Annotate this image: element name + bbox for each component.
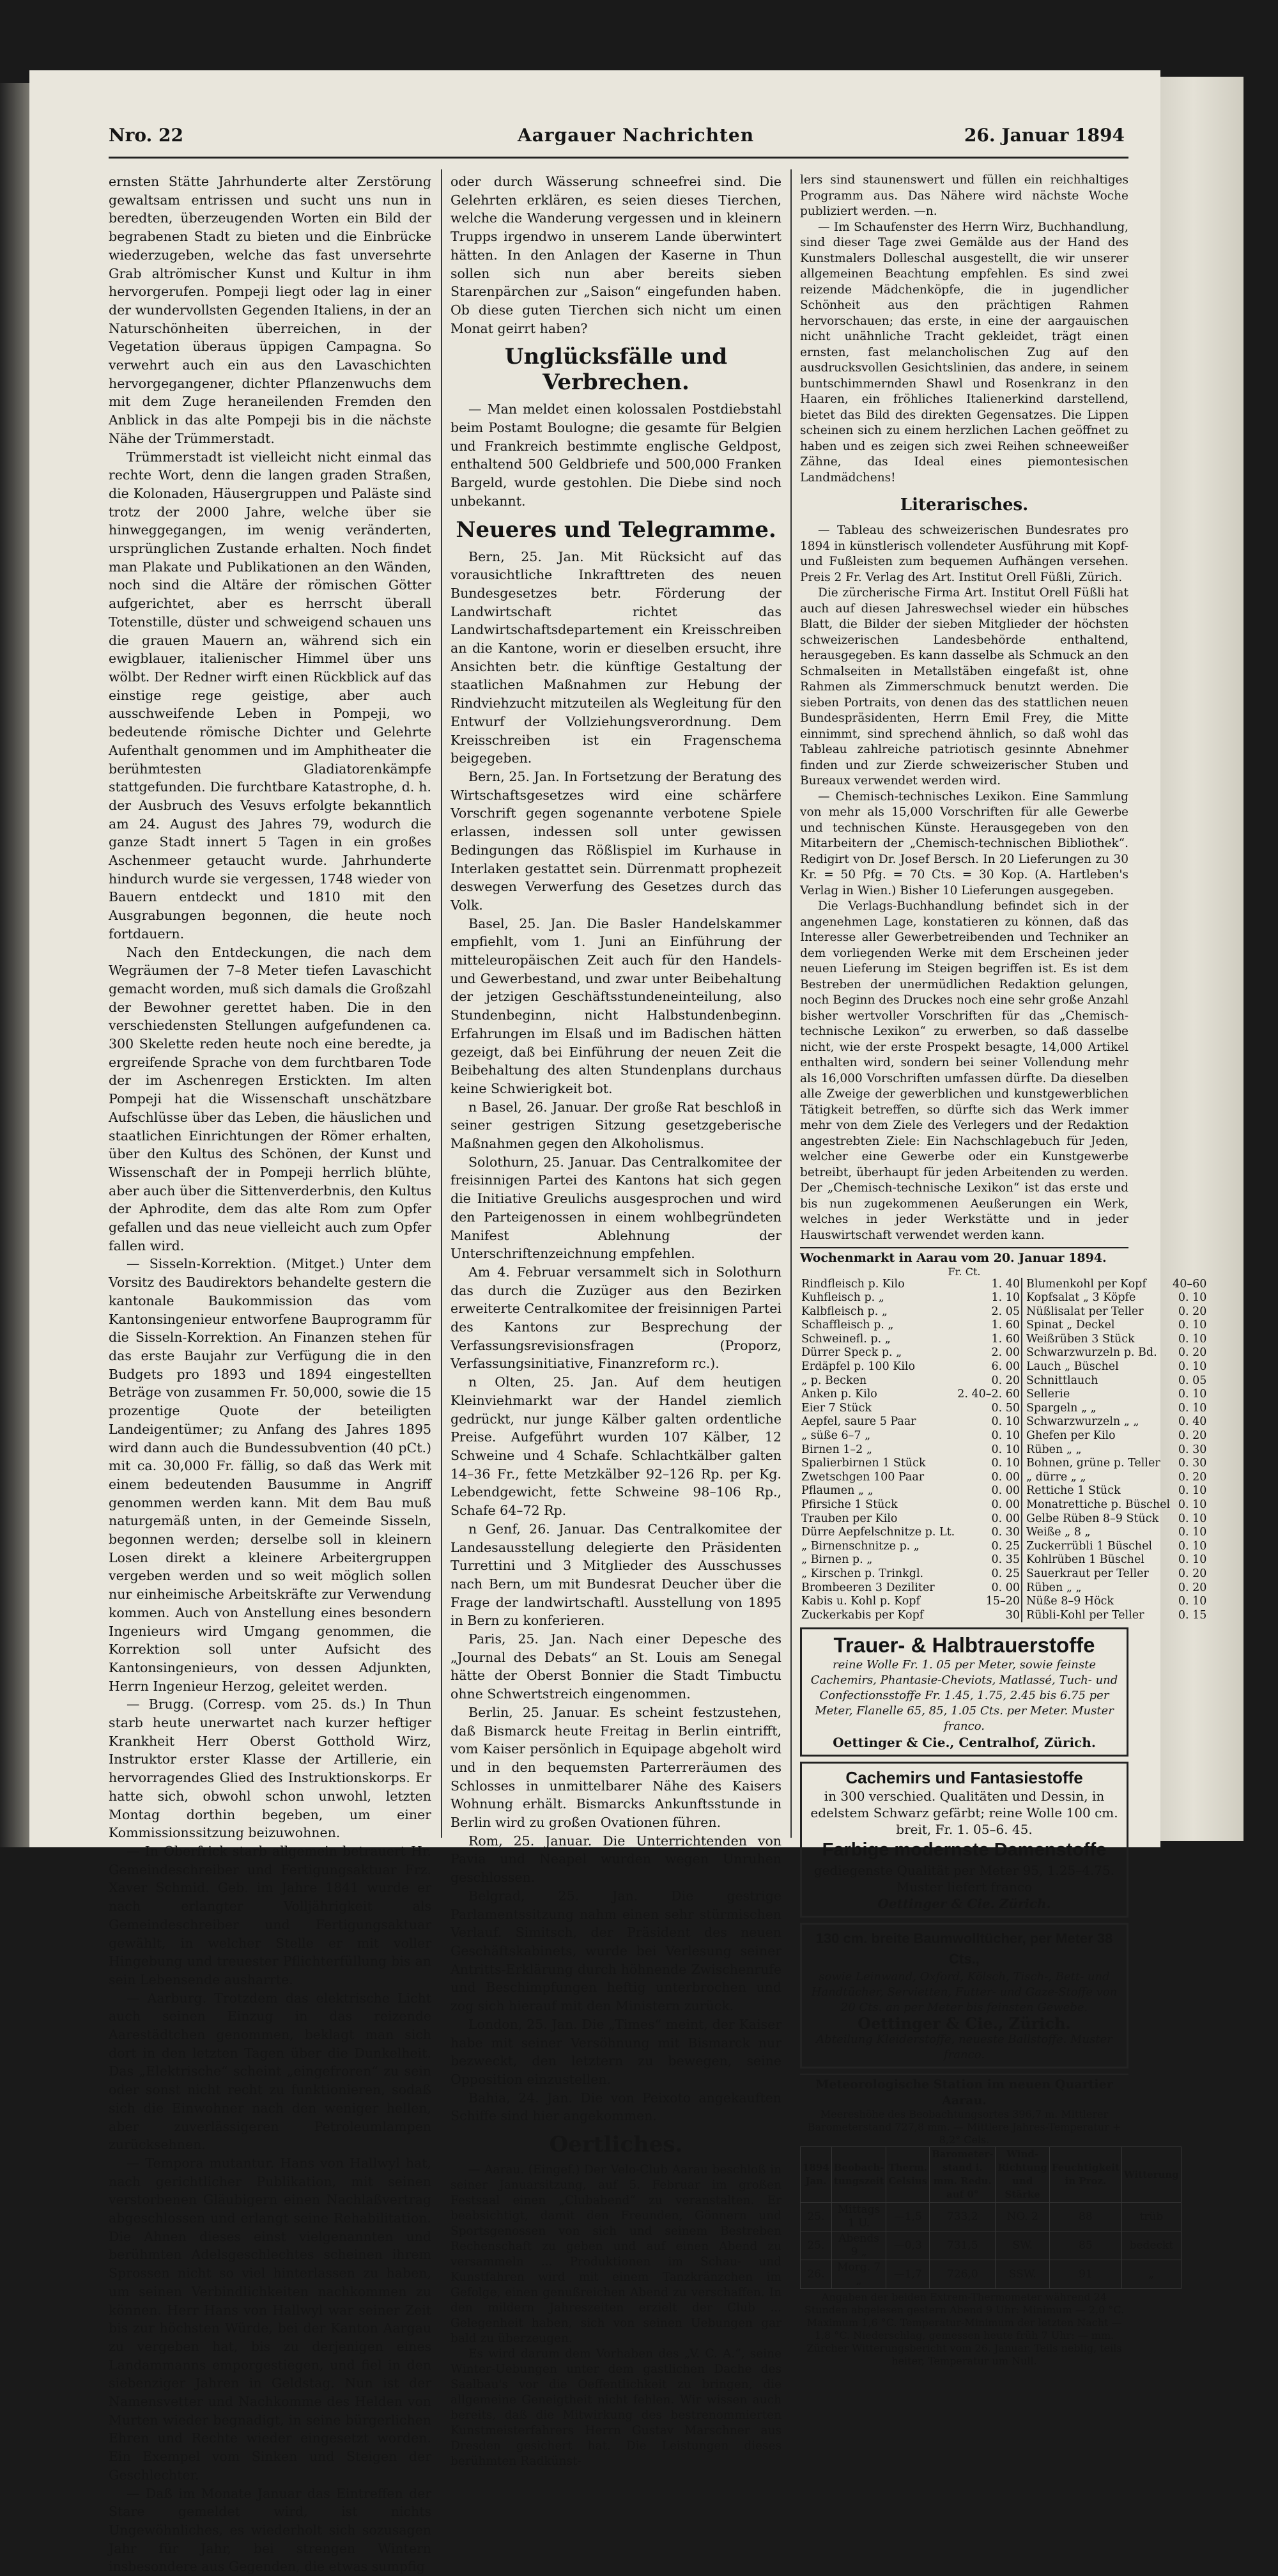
market-price: 0. 50 — [991, 1401, 1020, 1415]
weather-cell: 26. — [801, 2260, 832, 2289]
advertisement-baumwolltuecher — [800, 1923, 1128, 2068]
weather-cell: 91 — [1049, 2260, 1121, 2289]
market-item: Eier 7 Stück — [801, 1401, 872, 1415]
market-price: 0. 10 — [1178, 1484, 1207, 1498]
weather-cell: bedeckt — [1121, 2231, 1181, 2260]
article-paragraph: — Daß im Monate Januar das Eintreffen der Stare gemeldet wird, ist nichts Ungewöhnliches, es wiederholt sich sozusagen Jahr für Jahr, bei strengen Wintern insbesondere aus Gegenden, die etwas sumpfig — [109, 2485, 431, 2575]
weather-column-header: Barometer-stand i. mm. Redu. auf 0° — [930, 2147, 996, 2203]
news-item: Rom, 25. Januar. Die Unterrichtenden von Pavia und Neapel wurden wegen Unruhen geschlossen. — [450, 1833, 781, 1886]
market-price: 0. 10 — [1178, 1388, 1207, 1401]
market-price: 0. 20 — [991, 1374, 1020, 1387]
weather-cell: „ — [1121, 2260, 1181, 2289]
weather-footnote: Angaben der beiden Extrem-Thermometer während 24 Stunden abgelesen gestern Abend 9 Uhr: Minimum — 2,0 °C. Maximum 1,6 °C. Temperatur-Minimum der letzten Nacht — 1,8 °C. Niederschlag, gemessen heute früh 7 Uhr: — mm. Zürcher Witterungsbericht vom 26. Januar. Teils neblig, teils heiter, Temperatur um Null. — [804, 2291, 1125, 2368]
market-item: Sellerie — [1022, 1388, 1171, 1402]
market-item: Brombeeren 3 Deziliter — [801, 1581, 935, 1594]
market-item: Rindfleisch p. Kilo — [801, 1277, 905, 1291]
news-item: Basel, 25. Jan. Die Basler Handelskammer empfiehlt, vom 1. Juni an Einführung der mitteleuropäischen Zeit auch für den Handels- und Gewerbestand, und zwar unter Beibehaltung der jetzigen Geschäftsstundeneinteilung, also Stundenbeginn, nicht Halbstundenbeginn. Erfahrungen im Elsaß und im Badischen hätten gezeigt, daß bei Einführung der neuen Zeit die Beibehaltung des alten Stundenplans durchaus keine Schwierigkeit bot. — [450, 915, 781, 1096]
market-item: Rüben „ „ — [1022, 1443, 1171, 1457]
article-paragraph: — Im Schaufenster des Herrn Wirz, Buchhandlung, sind dieser Tage zwei Gemälde aus der Hand des Kunstmalers Dolleschal ausgestellt, die wir unserer allgemeinen Beachtung empfehlen. Es sind zwei reizende Mädchenköpfe, die in jugendlicher Schönheit aus den prächtigen Rahmen hervorschauen; das erste, in eine der aargauischen nicht unähnliche Tracht gekleidet, trägt einen ernsten, fast melancholischen Zug auf den ausdrucksvollen Gesichtslinien, das andere, in seinem buntschimmernden Shawl und Rosenkranz in den Haaren, ein fröhliches Italienerkind darstellend, bietet das Bild des direkten Gegensatzes. Die Lippen scheinen sich zu einem herzlichen Lachen geöffnet zu haben und es zeigen sich zwei Reihen schneeweißer Zähne, das Ideal eines piemontesischen Landmädchens! — [800, 220, 1128, 485]
weather-row — [801, 2231, 1182, 2260]
market-item: „ Birnen p. „ — [801, 1553, 873, 1567]
market-item: Aepfel, saure 5 Paar — [801, 1415, 916, 1429]
weather-cell: 85 — [1049, 2231, 1121, 2260]
advertisement-cachemirs — [800, 1762, 1128, 1918]
market-item: Spalierbirnen 1 Stück — [801, 1457, 926, 1470]
section-heading-accidents: Unglücksfälle und Verbrechen. — [504, 344, 728, 396]
issue-date: 26. Januar 1894 — [964, 125, 1125, 146]
ad-firm: Oettinger & Cie. Zürich. — [877, 1896, 1051, 1912]
market-row — [800, 1567, 1208, 1581]
market-row — [800, 1457, 1208, 1471]
market-row — [800, 1540, 1208, 1554]
market-price: 0. 10 — [991, 1443, 1020, 1456]
weather-cell: SW. — [996, 2231, 1049, 2260]
market-price: 0. 20 — [1178, 1567, 1207, 1580]
market-row — [800, 1471, 1208, 1485]
ad-headline: Trauer- & Halbtrauerstoffe — [833, 1633, 1095, 1657]
market-row — [800, 1581, 1208, 1595]
market-item: Schwarzwurzeln p. Bd. — [1022, 1346, 1171, 1360]
market-item: Trauben per Kilo — [801, 1512, 898, 1525]
article-paragraph: lers sind staunenswert und füllen ein reichhaltiges Programm aus. Das Nähere wird nächste Woche publiziert werden. —n. — [800, 173, 1128, 218]
weather-column-header: Beobach-tungszeit — [831, 2147, 886, 2203]
section-heading-local: Oertliches. — [549, 2132, 683, 2158]
market-item: Schwarzwurzeln „ „ — [1022, 1415, 1171, 1429]
article-paragraph: ernsten Stätte Jahrhunderte alter Zerstörung gewaltsam entrissen und sucht uns nun in beredten, überzeugenden Worten ein Bild der begrabenen Stadt zu bieten und die Einbrücke wiederzugeben, welche das fast unversehrte Grab altrömischer Kunst und Kultur in ihm hervorgerufen. Pompeji liegt oder lag in einer der wundervollsten Gegenden Italiens, in der an Naturschönheiten überreichen, in der Vegetation überaus üppigen Campagna. So verwehrt auch ein aus den Lavaschichten hervorgegangener, dichter Pflanzenwuchs dem mit dem Zuge heraneilenden Fremden den Anblick in das alte Pompeji bis in die nächste Nähe der Trümmerstadt. — [109, 174, 431, 446]
market-price: 0. 20 — [1178, 1346, 1207, 1360]
market-price: 0. 30 — [1178, 1443, 1207, 1456]
market-item: Spinat „ Deckel — [1022, 1319, 1171, 1333]
weather-cell: —0,3 — [886, 2231, 930, 2260]
market-row — [800, 1374, 1208, 1388]
market-price: 0. 10 — [1178, 1319, 1207, 1332]
market-price: 0. 10 — [1178, 1553, 1207, 1567]
column-3 — [800, 173, 1207, 2368]
news-item: Bern, 25. Jan. In Fortsetzung der Beratung des Wirtschaftsgesetzes wird eine schärfere Vorschrift gegen sogenannte verbotene Spiele erlassen, indessen soll unter gewissen Bedingungen das Rößlispiel im Kurhause in Interlaken gestattet sein. Dürrenmatt prophezeit deswegen Verwerfung des Gesetzes durch das Volk. — [450, 768, 781, 913]
weather-column-header: Feuchtigkeit in Proz. — [1049, 2147, 1121, 2203]
market-price: 1. 40 — [991, 1277, 1020, 1291]
market-item: „ Kirschen p. Trinkgl. — [801, 1567, 924, 1580]
market-row — [800, 1484, 1208, 1498]
weather-cell: 726,0 — [930, 2260, 996, 2289]
column-divider-1 — [441, 169, 442, 1838]
weather-cell: 731,5 — [930, 2231, 996, 2260]
market-item: Kohlrüben 1 Büschel — [1022, 1553, 1171, 1567]
market-item: Nüße 8–9 Höck — [1022, 1595, 1171, 1609]
news-item: Paris, 25. Jan. Nach einer Depesche des „Journal des Debats“ an St. Louis am Senegal hätte der Oberst Bonnier die Stadt Timbuctu ohne Schwertstreich eingenommen. — [450, 1631, 781, 1702]
weather-cell: Abends 9 „ — [831, 2231, 886, 2260]
market-row — [800, 1526, 1208, 1540]
market-price-table — [800, 1278, 1208, 1623]
market-item: Rüben „ „ — [1022, 1581, 1171, 1595]
weather-cell: 25. — [801, 2203, 832, 2231]
article-paragraph: — Man meldet einen kolossalen Postdiebstahl beim Postamt Boulogne; die gesamte für Belgien und Frankreich bestimmte englische Geldpost, enthaltend 500 Geldbriefe und 500,000 Franken Bargeld, wurde gestohlen. Die Diebe sind noch unbekannt. — [450, 401, 781, 509]
news-item: Am 4. Februar versammelt sich in Solothurn das durch die Zuzüger aus den Bezirken erweiterte Centralkomitee der freisinnigen Partei des Kantons zur Besprechung der Verfassungsrevisionsfragen (Proporz, Verfassungsinitiative, Finanzreform rc.). — [450, 1264, 781, 1372]
market-item: Sauerkraut per Teller — [1022, 1567, 1171, 1581]
market-price: 0. 10 — [1178, 1332, 1207, 1346]
market-title: Wochenmarkt in Aarau vom 20. Januar 1894. — [800, 1247, 1128, 1266]
market-price: 1. 60 — [991, 1319, 1020, 1332]
market-price: 15–20 — [985, 1595, 1020, 1608]
market-price: 2. 00 — [991, 1346, 1020, 1360]
market-row — [800, 1360, 1208, 1374]
market-price: 2. 05 — [991, 1305, 1020, 1318]
masthead-rule — [109, 157, 1128, 159]
weather-column-header: 1894 Jan. — [801, 2147, 832, 2203]
market-price: 0. 05 — [1178, 1374, 1207, 1387]
ad-firm: Oettinger & Cie., Zürich. — [858, 2014, 1071, 2033]
weather-cell: trüb — [1121, 2203, 1181, 2231]
market-row — [800, 1346, 1208, 1360]
market-price: 0. 20 — [1178, 1470, 1207, 1484]
market-item: Weißrüben 3 Stück — [1022, 1333, 1171, 1347]
market-item: „ p. Becken — [801, 1374, 867, 1387]
market-row — [800, 1333, 1208, 1347]
market-item: Weiße „ 8 „ — [1022, 1526, 1171, 1540]
market-price: 0. 00 — [991, 1581, 1020, 1594]
market-item: Dürrer Speck p. „ — [801, 1346, 902, 1360]
market-row — [800, 1512, 1208, 1526]
weather-column-header: Witterung — [1121, 2147, 1181, 2203]
market-price: 0. 20 — [1178, 1305, 1207, 1318]
ad-footer: Abteilung Kleiderstoffe, neueste Ballstoffe. Muster franco. — [816, 2033, 1112, 2062]
weather-cell: NO. 2 — [996, 2203, 1049, 2231]
market-row — [800, 1609, 1208, 1623]
weather-cell: Morg. 7 „ — [831, 2260, 886, 2289]
market-item: Kopfsalat „ 3 Köpfe — [1022, 1291, 1171, 1305]
market-item: „ Birnenschnitze p. „ — [801, 1539, 920, 1553]
market-item: Spargeln „ „ — [1022, 1402, 1171, 1416]
market-price: 0. 00 — [991, 1470, 1020, 1484]
article-paragraph: Die zürcherische Firma Art. Institut Orell Füßli hat auch auf diesen Jahreswechsel wieder ein hübsches Blatt, die Bilder der sieben Mitglieder der höchsten schweizerischen Landesbehörde enthaltend, herausgegeben. Es kann dasselbe als Schmuck an den Schmalseiten in Metallstäben eingefaßt ist, ohne Rahmen als Zimmerschmuck benutzt werden. Die sieben Portraits, von denen das des stattlichen neuen Bundespräsidenten, Herrn Emil Frey, die Mitte einnimmt, sind sprechend ähnlich, so daß wohl das Tableau zahlreiche patriotisch gesinnte Abnehmer finden und zur Zierde schweizerischer Stuben und Bureaux verwendet werden wird. — [800, 586, 1128, 788]
news-item: Bern, 25. Jan. Mit Rücksicht auf das vorausichtliche Inkrafttreten des neuen Bundesgesetzes betr. Förderung der Landwirtschaft richtet das Landwirtschaftsdepartement ein Kreisschreiben an die Kantone, worin er dieselben ersucht, ihre Ansichten betr. die künftige Gestaltung der staatlichen Maßnahmen zur Hebung der Rindviehzucht mitzuteilen als Wegleitung für den Entwurf der Vollziehungsverordnung. Dem Kreisschreiben ist ein Fragenschema beigegeben. — [450, 548, 781, 766]
market-row — [800, 1429, 1208, 1443]
market-price: 6. 00 — [991, 1360, 1020, 1374]
market-price: 0. 20 — [1178, 1429, 1207, 1443]
market-item: Erdäpfel p. 100 Kilo — [801, 1360, 916, 1374]
local-item: Es wird darum dem Vorhaben des „V. C. A.“, seine Winter-Uebungen unter dem gastlichen Dache des Saalbau's vor die Oeffentlichkeit zu bringen, die allgemeine Geneigtheit nicht fehlen. Wir wissen auch bereits, daß die Mitwirkung des bestrenommierten Kunstmeisterfahrers Herrn Gustav Marschner aus Dresden gesichert hat. Die Leistungen dieses berühmten Radkünst- — [450, 2347, 781, 2469]
market-row — [800, 1443, 1208, 1457]
news-item: n Olten, 25. Jan. Auf dem heutigen Kleinviehmarkt war der Handel ziemlich gedrückt, nur junge Kälber galten ordentliche Preise. Aufgeführt wurden 107 Kälber, 12 Schweine und 4 Schafe. Schlachtkälber galten 14–36 Fr., fette Metzkälber 92–126 Rp. per Kg. Lebendgewicht, fette Schweine 98–106 Rp., Schafe 64–72 Rp. — [450, 1374, 781, 1519]
market-price: 40–60 — [1173, 1277, 1207, 1291]
market-price: 0. 10 — [991, 1429, 1020, 1443]
market-item: Kalbfleisch p. „ — [801, 1305, 888, 1318]
weather-column-header: Wind-Richtung und Stärke — [996, 2147, 1049, 2203]
weather-row — [801, 2203, 1182, 2231]
market-item: Kabis u. Kohl p. Kopf — [801, 1595, 920, 1608]
market-item: Schweinefl. p. „ — [801, 1332, 891, 1346]
market-item: Schnittlauch — [1022, 1374, 1171, 1388]
article-paragraph: oder durch Wässerung schneefrei sind. Die Gelehrten erklären, es seien dieses Tierchen, welche die Wanderung vergessen und in kleinern Trupps irgendwo in unserem Lande überwintert hätten. In den Anlagen der Kaserne in Thun sollen sich nun aber bereits sieben Starenpärchen zur „Saison“ eingefunden haben. Ob diese guten Tierchen sich nicht um einen Monat geirrt haben? — [450, 174, 781, 336]
market-price: 0. 10 — [991, 1415, 1020, 1429]
article-paragraph: — In Oberfrick starb allgemein betrauert Hr. Gemeindeschreiber und Fertigungsaktuar Frz. Xaver Schmid. Geb. im Jahre 1841 wurde er nach erlangter Volljährigkeit als Gemeindeschreiber und Fertigungsaktuar gewählt, in welcher Stelle er mit voller Hingebung und treuester Pflichterfüllung bis an sein Lebensende ausharrte. — [109, 1843, 431, 1987]
market-item: Rettiche 1 Stück — [1022, 1484, 1171, 1498]
advertisement-trauerstoffe — [800, 1627, 1128, 1757]
market-price: 0. 10 — [1178, 1360, 1207, 1374]
weather-column-header: Therm. Celsius — [886, 2147, 930, 2203]
column-2 — [450, 173, 781, 2469]
market-price: 1. 10 — [991, 1291, 1020, 1305]
news-item: n Basel, 26. Januar. Der große Rat beschloß in seiner gestrigen Sitzung gesetzgeberische Maßnahmen gegen den Alkoholismus. — [450, 1099, 781, 1152]
market-row — [800, 1278, 1208, 1292]
market-price: 0. 10 — [991, 1457, 1020, 1470]
newspaper-title: Aargauer Nachrichten — [518, 125, 755, 146]
news-item: Bahia, 24. Jan. Die von Peixoto angekauften Schiffe sind hier angekommen. — [450, 2090, 781, 2124]
market-price: 0. 30 — [991, 1526, 1020, 1539]
market-row — [800, 1415, 1208, 1429]
market-price: 0. 40 — [1178, 1415, 1207, 1429]
market-item: „ süße 6–7 „ — [801, 1429, 871, 1443]
news-item: Belgrad, 25. Jan. Die gestrige Parlamentssitzung nahm einen sehr stürmischen Verlauf. Simitsch, der Präsident des neuen Geschäftskabinets, wurde bei Verlesung seiner Antritts-Erklärung durch höhnende Zwischenrufe und Beschimpfungen heftig unterbrochen und zog sich hierauf mit den Ministern zurück. — [450, 1888, 781, 2014]
market-item: Pflaumen „ „ — [801, 1484, 874, 1498]
market-currency-header: Fr. Ct. — [948, 1265, 981, 1278]
adjacent-page-edge — [0, 83, 29, 1847]
market-price: 0. 25 — [991, 1539, 1020, 1553]
market-item: Zwetschgen 100 Paar — [801, 1470, 925, 1484]
weather-cell: —1,7 — [886, 2260, 930, 2289]
section-heading-literature: Literarisches. — [900, 495, 1029, 515]
weather-cell: —1,5 — [886, 2203, 930, 2231]
ad-text: sowie Leinwand, Oxford, Kölsch, Tisch-, Bett- und Handtücher, Servietten, Futter- und Gaze-Stoffe von 20 Cts. an per Meter bis feinsten Gewebe. — [811, 1970, 1118, 2015]
market-price: 0. 10 — [1178, 1512, 1207, 1525]
market-price: 0. 10 — [1178, 1539, 1207, 1553]
market-price: 30 — [1005, 1608, 1020, 1622]
masthead — [109, 125, 1131, 150]
market-price: 0. 25 — [991, 1567, 1020, 1580]
market-item: Blumenkohl per Kopf — [1022, 1278, 1171, 1292]
market-item: Kuhfleisch p. „ — [801, 1291, 884, 1305]
market-price: 0. 00 — [991, 1498, 1020, 1511]
market-item: Schaffleisch p. „ — [801, 1319, 894, 1332]
market-row — [800, 1498, 1208, 1512]
market-price: 0. 10 — [1178, 1498, 1207, 1511]
market-price: 0. 15 — [1178, 1608, 1207, 1622]
local-item: — Aarau. (Eingef.) Der Velo-Club Aarau beschloß in seiner Januarsitzung, auf 5. Februar im großen Festsaal einen „Clubabend“ zu veranstalten. Er beabsichtigt, damit den Freunden, Gönnern und Sportsgenossen von sich und seinem Bestreben Rechenschaft zu geben und auf einen Abend zu versammeln ... Produktionen im Schau- und Kunstfahren wird mit einem Tanzkränzchen im Gefolge, einen genußreichen Abend zu verschaffen. In den mildern Jahreszeiten erzielt der Club ... Gelegenheit haben, sich von seinen Uebungen gar bald zu überzeugen. — [450, 2163, 781, 2346]
market-price: 2. 40–2. 60 — [957, 1388, 1020, 1401]
ad-text: reine Wolle Fr. 1. 05 per Meter, sowie feinste Cachemirs, Phantasie-Cheviots, Matlassé, Tuch- und Confectionsstoffe Fr. 1.45, 1.75, 2.45 bis 6.75 per Meter, Flanelle 65, 85, 1.05 Cts. per Meter. Muster franco. — [810, 1658, 1118, 1734]
market-item: Lauch „ Büschel — [1022, 1360, 1171, 1374]
market-price: 0. 00 — [991, 1512, 1020, 1525]
market-row — [800, 1553, 1208, 1567]
market-price: 0. 30 — [1178, 1457, 1207, 1470]
market-item: Zuckerrübli 1 Büschel — [1022, 1540, 1171, 1554]
news-item: n Genf, 26. Januar. Das Centralkomitee der Landesausstellung delegierte den Präsidenten Turrettini und 3 Mitglieder des Ausschusses nach Bern, um mit Bundesrat Deucher über die Frage der landwirtschaftl. Ausstellung von 1895 in Bern zu konferieren. — [450, 1521, 781, 1629]
weather-row — [801, 2260, 1182, 2289]
news-item: Solothurn, 25. Januar. Das Centralkomitee der freisinnigen Partei des Kantons hat sich gegen die Initiative Greulichs ausgesprochen und wird den Parteigenossen in einem wohlbegründeten Manifest Ablehnung der Unterschriftenzeichnung empfehlen. — [450, 1154, 781, 1262]
market-item: Nüßlisalat per Teller — [1022, 1305, 1171, 1319]
market-row — [800, 1291, 1208, 1305]
article-paragraph: — Aarburg. Trotzdem das elektrische Licht auch seinen Einzug in das reizende Aarestädtchen genommen, beklagt man sich dort in den letzten Tagen über die Dunkelheit. Das „Elektrische“ scheint „eingefroren“ zu sein oder sonst nicht recht zu funktionieren, sodaß sich die Einwohner nach den weniger hellen, aber zuverlässigeren Petroleumlampen zurücksehnen. — [109, 1990, 431, 2153]
article-paragraph: — Tempora mutantur. Hans von Hallwyl hat, nach gerichtlicher Publikation, mit seinen verstorbenen Gläubigern einen Nachlaßvertrag abgeschlossen und erlangt seine Rehabilitation. Die Ahnen dieses einst vielgenannten und berühmten Adelsgeschlechtes scheinen ihrem Sprossen nicht so viel hinterlassen zu haben, um seinen Verbindlichkeiten nachkommen zu können. Herr Hans von Hallwyl war seiner Zeit bis zur höchsten Würde, bei der Kanton Aargau zu vergeben hat, bis zu derjenigen eines Landammanns emporgestiegen, und fiel in den siebenziger Jahren in Geldstag. Nun ist der Namensvetter und Nachkomme des Helden von Murten wieder begnadigt, in seine bürgerlichen Ehren und Rechte wieder eingesetzt worden. Ein Exempel vom Sinken und Steigen der Geschlechter. — [109, 2155, 431, 2483]
column-divider-2 — [790, 169, 792, 1838]
market-price: 0. 10 — [1178, 1401, 1207, 1415]
weather-cell: Mittags 1 U. — [831, 2203, 886, 2231]
market-row — [800, 1402, 1208, 1416]
market-item: Gelbe Rüben 8–9 Stück — [1022, 1512, 1171, 1526]
market-price: 0. 20 — [1178, 1581, 1207, 1594]
article-paragraph: Die Verlags-Buchhandlung befindet sich in der angenehmen Lage, konstatieren zu können, daß das Interesse aller Gewerbetreibenden und Techniker an dem vorliegenden Werke mit dem Erscheinen jeder neuen Lieferung im Steigen begriffen ist. Es ist dem Bestreben der unermüdlichen Redaktion gelungen, noch Beginn des Druckes noch eine sehr große Anzahl bisher wertvoller Vorschriften für das „Chemisch-technische Lexikon“ zu erwerben, so daß dasselbe nicht, wie der erste Prospekt besagte, 14,000 Artikel enthalten wird, sondern bei seiner Vollendung mehr als 16,000 Vorschriften umfassen dürfte. Da dieselben alle Zweige der gewerblichen und kunstgewerblichen Tätigkeit betreffen, so dürfte sich das Werk immer mehr von dem Ziele des Verlegers und der Redaktion angestrebten Ziele: Ein Nachschlagebuch für Jeden, welcher eine Gewerbe oder ein Kunstgewerbe betreibt, überhaupt für jeden Arbeitenden zu werden. Der „Chemisch-technische Lexikon“ ist das erste und bis nun zugekommenen Aeußerungen ein Werk, welches in jeder Werkstätte und in jeder Hauswirtschaft verwendet werden kann. — [800, 899, 1128, 1242]
news-item: London, 25. Jan. Die „Times“ meint, der Kaiser habe mit seiner Versöhnung mit Bismarck nur bezweckt, den letztern zu bewegen, seine Opposition einzustellen. — [450, 2016, 781, 2087]
weather-cell: 88 — [1049, 2203, 1121, 2231]
market-price: 0. 10 — [1178, 1526, 1207, 1539]
ad-text: in 300 verschied. Qualitäten und Dessin, in edelstem Schwarz gefärbt; reine Wolle 100 cm. breit, Fr. 1. 05–6. 45. — [810, 1788, 1118, 1838]
market-row — [800, 1595, 1208, 1609]
article-paragraph: — Sisseln-Korrektion. (Mitget.) Unter dem Vorsitz des Baudirektors behandelte gestern die kantonale Baukommission das vom Kantonsingenieur entworfene Bauprogramm für die Sisseln-Korrektion. An Finanzen stehen für das erste Baujahr zur Verfügung die in den Budgets pro 1893 und 1894 eingestellten Beträge von zusammen Fr. 50,000, sowie die 15 prozentige Quote der beteiligten Landeigentümer; zu Anfang des Jahres 1895 wird dann auch die Bundessubvention (40 pCt.) mit ca. 30,000 Fr. fällig, so daß das Werk mit einem bedeutenden Bausumme in Angriff genommen werden kann. Mit dem Bau muß naturgemäß unten, in der Gemeinde Sisseln, begonnen werden; derselbe soll in kleinern Losen direkt a kleinere Arbeitergruppen vergeben werden und so weit möglich sollen nur einheimische Arbeitskräfte zur Verwendung kommen. Auch von Anstellung eines besondern Ingenieurs wird Umgang genommen, die Korrektion soll unter Aufsicht des Kantonsingenieurs, von dessen Adjunkten, Herrn Ingenieur Herzog, geleitet werden. — [109, 1256, 431, 1694]
weather-cell: SSW. — [996, 2260, 1049, 2289]
article-paragraph: Nach den Entdeckungen, die nach dem Wegräumen der 7–8 Meter tiefen Lavaschicht gemacht worden, muß sich damals die Großzahl der Bewohner gerettet haben. Die in den verschiedensten Stellungen aufgefundenen ca. 300 Skelette reden heute noch eine beredte, ja ergreifende Sprache von dem furchtbaren Tode der im Aschenregen Erstickten. Im alten Pompeji hat die Wissenschaft unschätzbare Aufschlüsse über das Leben, die häuslichen und staatlichen Einrichtungen der Römer erhalten, über den Kultus des Schönen, der Kunst und Wissenschaft der in Pompeji herrlich blühte, aber auch über die Sittenverderbnis, den Kultus der Aphrodite, dem das alte Rom zum Opfer gefallen und das neue vielleicht auch zum Opfer fallen wird. — [109, 944, 431, 1253]
market-row — [800, 1305, 1208, 1319]
market-item: Monatrettiche p. Büschel — [1022, 1498, 1171, 1512]
ad-headline-2: Farbige modernste Damenstoffe — [822, 1840, 1107, 1861]
market-price: 0. 10 — [1178, 1595, 1207, 1608]
article-paragraph: Trümmerstadt ist vielleicht nicht einmal das rechte Wort, denn die langen graden Straßen, die Kolonaden, Häusergruppen und Paläste sind trotz der 2000 Jahre, welche über sie hinweggegangen, im wenig veränderten, ursprünglichen Zustande erhalten. Noch findet man Plakate und Publikationen an den Wänden, noch sind die Altäre der römischen Götter aufgerichtet, aber es herrscht überall Totenstille, düster und schweigend schauen uns die grauen Mauern an, während sich ein ewigblauer, italienischer Himmel über uns wölbt. Der Redner wirft einen Rückblick auf das einstige rege geistige, aber auch ausschweifende Leben in Pompeji, wo bedeutende römische Dichter und Gelehrte Aufenthalt genommen und im Amphitheater die berühmtesten Gladiatorenkämpfe stattgefunden. Die furchtbare Katastrophe, d. h. der Ausbruch des Vesuvs erfolgte bekanntlich am 24. August des Jahres 79, wodurch die ganze Stadt innert 5 Tagen in ein großes Aschenmeer getaucht wurde. Jahrhunderte hindurch wurde sie vergessen, 1748 wieder von Bauern entdeckt und 1810 mit den Ausgrabungen begonnen, die heute noch fortdauern. — [109, 449, 431, 942]
article-paragraph: — Tableau des schweizerischen Bundesrates pro 1894 in künstlerisch vollendeter Ausführung mit Kopf- und Fußleisten zum bequemen Aufhängen versehen. Preis 2 Fr. Verlag des Art. Institut Orell Füßli, Zürich. — [800, 524, 1128, 584]
weather-subtitle: Meereshöhe des Beobachtungsortes 396,7 m. Mittlerer Barometerstand 727,8 mm. — Mittlere Jahres-Temperatur + 8,2° Cels. — [807, 2108, 1121, 2146]
market-price: 0. 35 — [991, 1553, 1020, 1567]
article-paragraph: — Brugg. (Corresp. vom 25. ds.) In Thun starb heute unerwartet nach kurzer heftiger Krankheit Herr Oberst Gotthold Wirz, Instruktor erster Klasse der Artillerie, ein hervorragendes Glied des Instruktionskorps. Er hatte sich, obwohl schon unwohl, letzten Montag dorthin begeben, um einer Kommissionssitzung beizuwohnen. — [109, 1696, 431, 1841]
issue-number: Nro. 22 — [109, 125, 183, 146]
ad-firm: Oettinger & Cie., Centralhof, Zürich. — [833, 1735, 1096, 1751]
market-price: 0. 10 — [1178, 1291, 1207, 1305]
ad-text: gediegenste Qualität per Meter 95, 1.25–4.75. Muster liefert franco — [813, 1863, 1115, 1895]
weather-title: Meteorologische Station im neuen Quartier Aarau. — [800, 2074, 1128, 2108]
weather-table — [800, 2146, 1182, 2289]
ad-headline: 130 cm. breite Baumwolltücher, per Meter 38 Cts., — [815, 1930, 1113, 1967]
market-item: Rübli-Kohl per Teller — [1022, 1609, 1171, 1623]
section-heading-telegrams: Neueres und Telegramme. — [456, 516, 776, 543]
ad-headline: Cachemirs und Fantasiestoffe — [845, 1768, 1083, 1788]
market-item: Birnen 1–2 „ — [801, 1443, 872, 1456]
market-row — [800, 1319, 1208, 1333]
weather-cell: 25. — [801, 2231, 832, 2260]
market-item: Ghefen per Kilo — [1022, 1429, 1171, 1443]
article-paragraph: — Chemisch-technisches Lexikon. Eine Sammlung von mehr als 15,000 Vorschriften für alle Gewerbe und technischen Künste. Herausgegeben von den Mitarbeitern der „Chemisch-technischen Bibliothek“. Redigirt von Dr. Josef Bersch. In 20 Lieferungen zu 30 Kr. = 50 Pfg. = 70 Cts. = 30 Kop. (A. Hartleben's Verlag in Wien.) Bisher 10 Lieferungen ausgegeben. — [800, 789, 1128, 897]
market-item: Pfirsiche 1 Stück — [801, 1498, 898, 1511]
market-item: Zuckerkabis per Kopf — [801, 1608, 924, 1622]
weather-cell: 733,2 — [930, 2203, 996, 2231]
market-item: Bohnen, grüne p. Teller — [1022, 1457, 1171, 1471]
market-price: 1. 60 — [991, 1332, 1020, 1346]
market-item: Dürre Aepfelschnitze p. Lt. — [801, 1526, 955, 1539]
market-item: Anken p. Kilo — [801, 1388, 877, 1401]
market-row — [800, 1388, 1208, 1402]
market-item: „ dürre „ „ — [1022, 1471, 1171, 1485]
news-item: Berlin, 25. Januar. Es scheint festzustehen, daß Bismarck heute Freitag in Berlin eintrifft, vom Kaiser persönlich in Equipage abgeholt wird und in den bequemsten Parterreräumen des Schlosses in unmittelbarer Nähe des Kaisers Wohnung erhält. Bismarcks Ankunftsstunde in Berlin wird zu großen Ovationen führen. — [450, 1704, 781, 1831]
column-1 — [109, 173, 431, 2575]
market-price: 0. 00 — [991, 1484, 1020, 1498]
